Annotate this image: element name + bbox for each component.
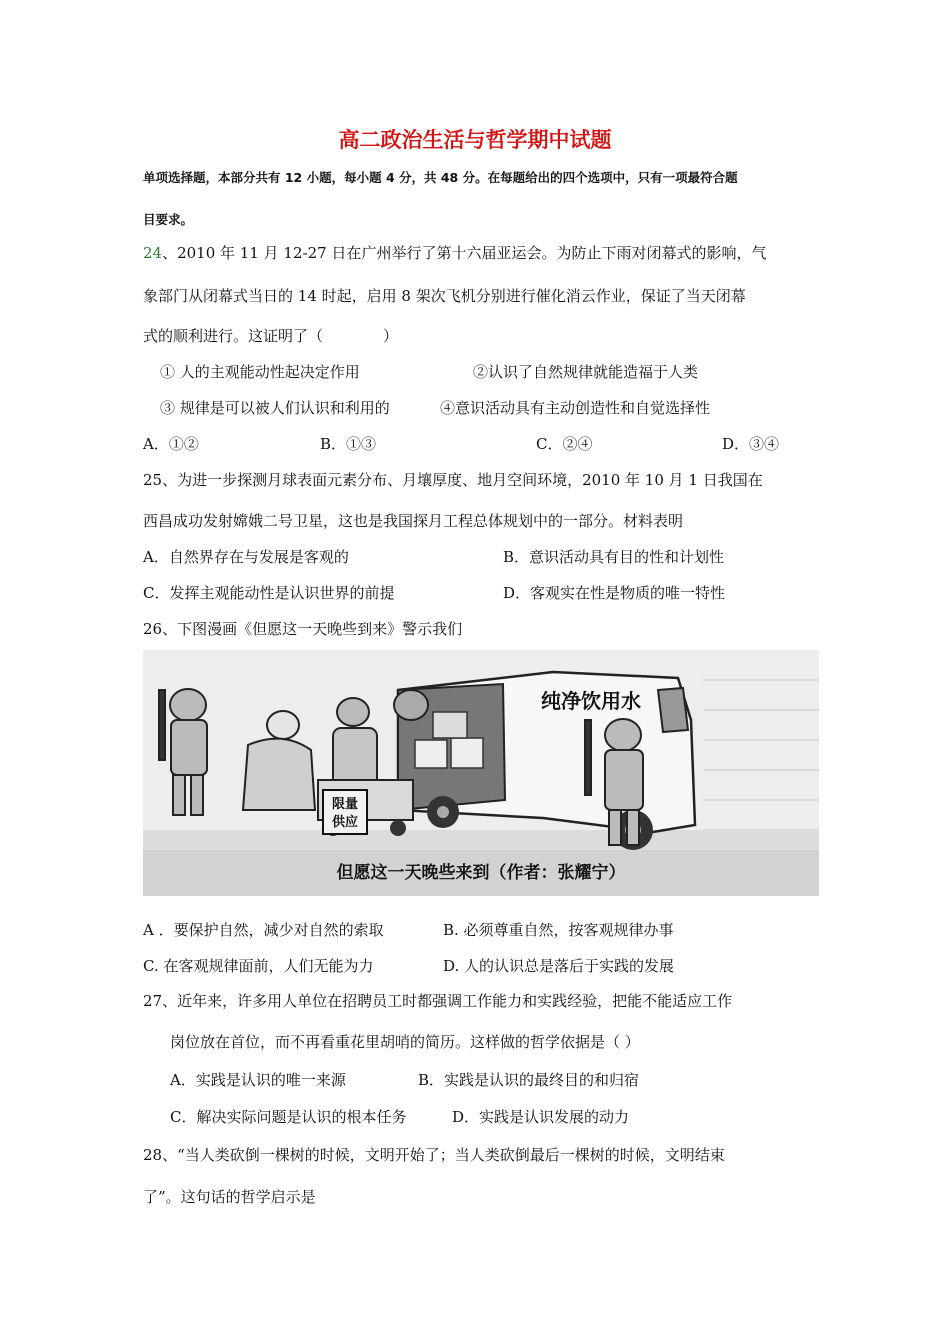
- q26-stem: 26、下图漫画《但愿这一天晚些到来》警示我们: [143, 620, 463, 638]
- q24-number: 24: [143, 244, 163, 262]
- q25-line-1: 25、为进一步探测月球表面元素分布、月壤厚度、地月空间环境，2010 年 10 月 1 日我国在: [143, 471, 763, 489]
- q24-line-1: [143, 242, 766, 263]
- page-title: 高二政治生活与哲学期中试题: [338, 127, 612, 152]
- q27-option-b: B．实践是认识的最终目的和归宿: [418, 1071, 640, 1089]
- q27-option-c: C．解决实际问题是认识的根本任务: [170, 1108, 407, 1126]
- q24-statement-4: ④意识活动具有主动创造性和自觉选择性: [440, 399, 711, 417]
- q25-option-c: C．发挥主观能动性是认识世界的前提: [143, 584, 395, 602]
- q25-option-b: B．意识活动具有目的性和计划性: [503, 548, 725, 566]
- q26-option-b: B. 必须尊重自然，按客观规律办事: [443, 921, 674, 939]
- cart-sign-line-1: 限量: [331, 797, 359, 812]
- q24-option-a: A．①②: [143, 435, 199, 453]
- q26-option-d: D. 人的认识总是落后于实践的发展: [443, 957, 675, 975]
- q24-option-b: B．①③: [320, 435, 377, 453]
- cartoon-caption: 但愿这一天晚些来到（作者：张耀宁）: [336, 863, 626, 883]
- q25-line-2: 西昌成功发射嫦娥二号卫星，这也是我国探月工程总体规划中的一部分。材料表明: [143, 512, 684, 530]
- q25-option-a: A．自然界存在与发展是客观的: [143, 548, 349, 566]
- q24-line-3: 式的顺利进行。这证明了（ ）: [143, 327, 399, 345]
- q28-line-2: 了”。这句话的哲学启示是: [143, 1188, 316, 1206]
- q24-option-d: D．③④: [722, 435, 780, 453]
- instructions-line-1: 单项选择题，本部分共有 12 小题，每小题 4 分，共 48 分。在每题给出的四个选项中，只有一项最符合题: [143, 170, 738, 185]
- q27-line-1: 27、近年来，许多用人单位在招聘员工时都强调工作能力和实践经验，把能不能适应工作: [143, 992, 733, 1010]
- q26-option-a: A ．要保护自然，减少对自然的索取: [143, 921, 384, 939]
- q27-option-d: D．实践是认识发展的动力: [452, 1108, 630, 1126]
- instructions-line-2: 目要求。: [143, 212, 194, 227]
- q24-option-c: C．②④: [536, 435, 593, 453]
- cart-sign-line-2: 供应: [331, 815, 359, 830]
- q28-line-1: 28、“当人类砍倒一棵树的时候，文明开始了；当人类砍倒最后一棵树的时候，文明结束: [143, 1146, 725, 1164]
- q26-option-c: C. 在客观规律面前，人们无能为力: [143, 957, 374, 975]
- q24-line-2: 象部门从闭幕式当日的 14 时起，启用 8 架次飞机分别进行催化消云作业，保证了当天闭幕: [143, 287, 746, 305]
- truck-text: 纯净饮用水: [541, 689, 641, 713]
- cartoon-image: [143, 650, 819, 896]
- q24-statement-2: ②认识了自然规律就能造福于人类: [473, 363, 699, 381]
- q24-statement-3: ③ 规律是可以被人们认识和利用的: [160, 399, 390, 417]
- q27-line-2: 岗位放在首位，而不再看重花里胡哨的简历。这样做的哲学依据是（ ）: [170, 1033, 640, 1051]
- q24-statement-1: ① 人的主观能动性起决定作用: [160, 363, 360, 381]
- q24-line-1-text: 、2010 年 11 月 12-27 日在广州举行了第十六届亚运会。为防止下雨对闭幕式的影响，气: [162, 244, 767, 262]
- q25-option-d: D．客观实在性是物质的唯一特性: [503, 584, 726, 602]
- q27-option-a: A．实践是认识的唯一来源: [170, 1071, 346, 1089]
